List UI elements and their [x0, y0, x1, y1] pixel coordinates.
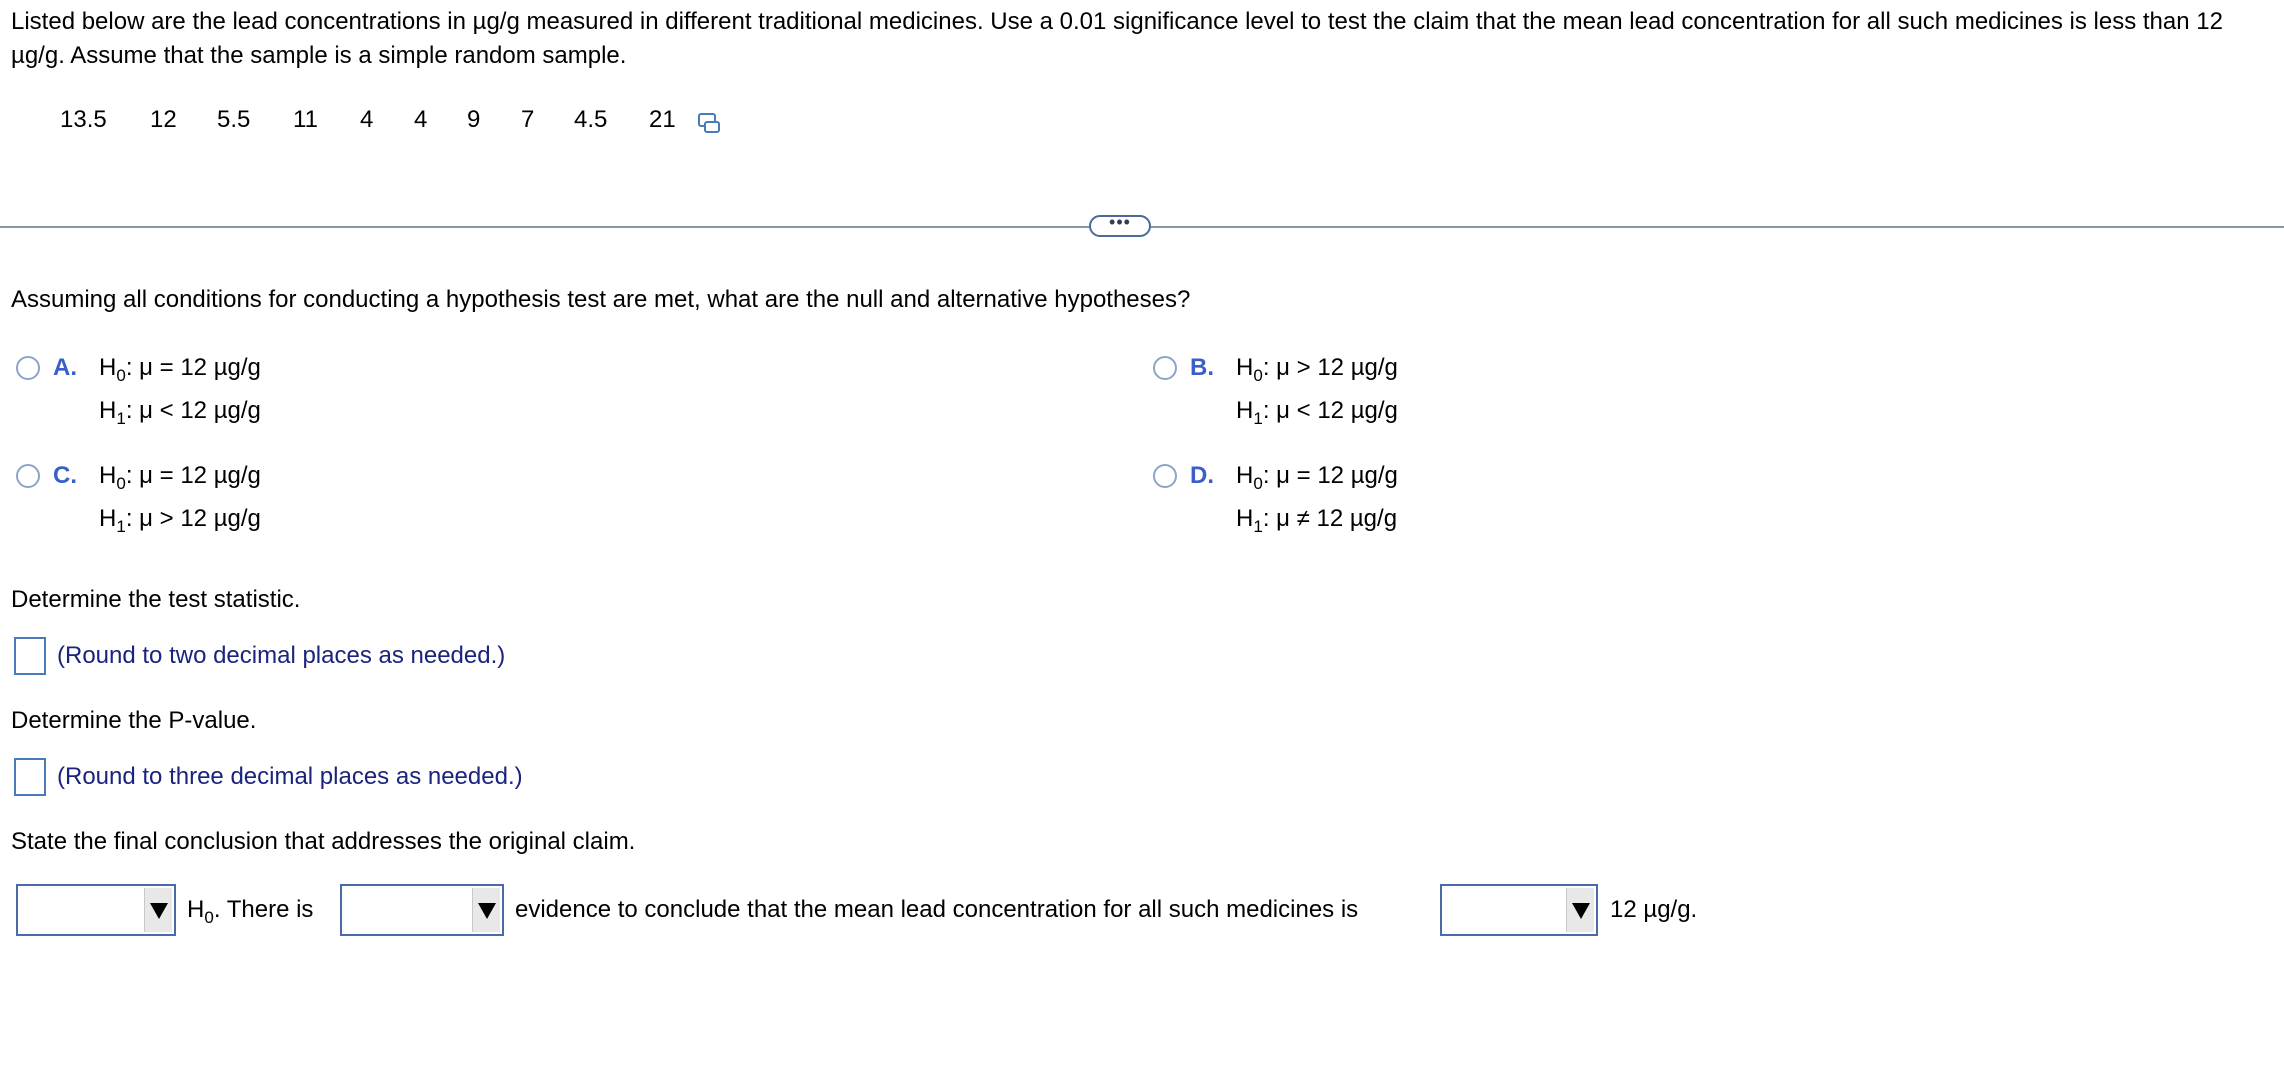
p-value-input[interactable]: [14, 758, 46, 796]
data-value: 5.5: [217, 106, 251, 133]
option-b-radio[interactable]: [1153, 356, 1177, 380]
option-a-radio[interactable]: [16, 356, 40, 380]
data-value: 9: [467, 106, 481, 133]
option-c-h0: $H_0$: μ = 12 µg/g: [99, 462, 261, 493]
option-d-h0: $H_0$: μ = 12 µg/g: [1236, 462, 1398, 493]
data-value: 4: [360, 106, 374, 133]
option-c-h1: $H_1$: μ > 12 µg/g: [99, 505, 261, 536]
conclusion-claim-value: 12 µg/g.: [1610, 896, 1698, 923]
option-b-h0: $H_0$: μ > 12 µg/g: [1236, 354, 1398, 385]
conclusion-question: State the final conclusion that addresses the original claim.: [11, 828, 636, 855]
dropdown-arrow-icon[interactable]: [1566, 888, 1594, 932]
option-c-radio[interactable]: [16, 464, 40, 488]
option-a-h0: $H_0$: μ = 12 µg/g: [99, 354, 261, 385]
option-b-letter[interactable]: B.: [1190, 354, 1214, 381]
p-value-question: Determine the P-value.: [11, 707, 257, 734]
expand-more-button[interactable]: •••: [1089, 215, 1151, 237]
data-value: 4.5: [574, 106, 608, 133]
data-value: 21: [649, 106, 676, 133]
option-d-h1: $H_1$: μ ≠ 12 µg/g: [1236, 505, 1398, 536]
test-statistic-hint: (Round to two decimal places as needed.): [57, 642, 506, 669]
data-value: 11: [293, 106, 318, 133]
reject-decision-select[interactable]: [16, 884, 176, 936]
option-a-letter[interactable]: A.: [53, 354, 77, 381]
hypotheses-question: Assuming all conditions for conducting a hypothesis test are met, what are the null and alternative hypotheses?: [11, 286, 1191, 313]
data-value: 4: [414, 106, 428, 133]
dropdown-arrow-icon[interactable]: [472, 888, 500, 932]
conclusion-h0-text: $H_0$. There is: [187, 896, 314, 927]
option-d-radio[interactable]: [1153, 464, 1177, 488]
evidence-level-select[interactable]: [340, 884, 504, 936]
conclusion-evidence-text: evidence to conclude that the mean lead concentration for all such medicines is: [515, 896, 1359, 923]
option-d-letter[interactable]: D.: [1190, 462, 1214, 489]
option-a-h1: $H_1$: μ < 12 µg/g: [99, 397, 261, 428]
test-statistic-input[interactable]: [14, 637, 46, 675]
option-c-letter[interactable]: C.: [53, 462, 77, 489]
data-value: 12: [150, 106, 177, 133]
copy-data-icon[interactable]: [697, 111, 721, 135]
problem-prompt: Listed below are the lead concentrations in µg/g measured in different traditional medicines. Use a 0.01 significance level to test the claim that the mean lead concentration for all such medicines is less than 12 µg/g. Assume that the sample is a simple random sample.: [11, 8, 2223, 69]
data-value: 13.5: [60, 106, 107, 133]
option-b-h1: $H_1$: μ < 12 µg/g: [1236, 397, 1398, 428]
test-statistic-question: Determine the test statistic.: [11, 586, 301, 613]
dropdown-arrow-icon[interactable]: [144, 888, 172, 932]
data-value: 7: [521, 106, 535, 133]
p-value-hint: (Round to three decimal places as needed.): [57, 763, 523, 790]
comparison-select[interactable]: [1440, 884, 1598, 936]
